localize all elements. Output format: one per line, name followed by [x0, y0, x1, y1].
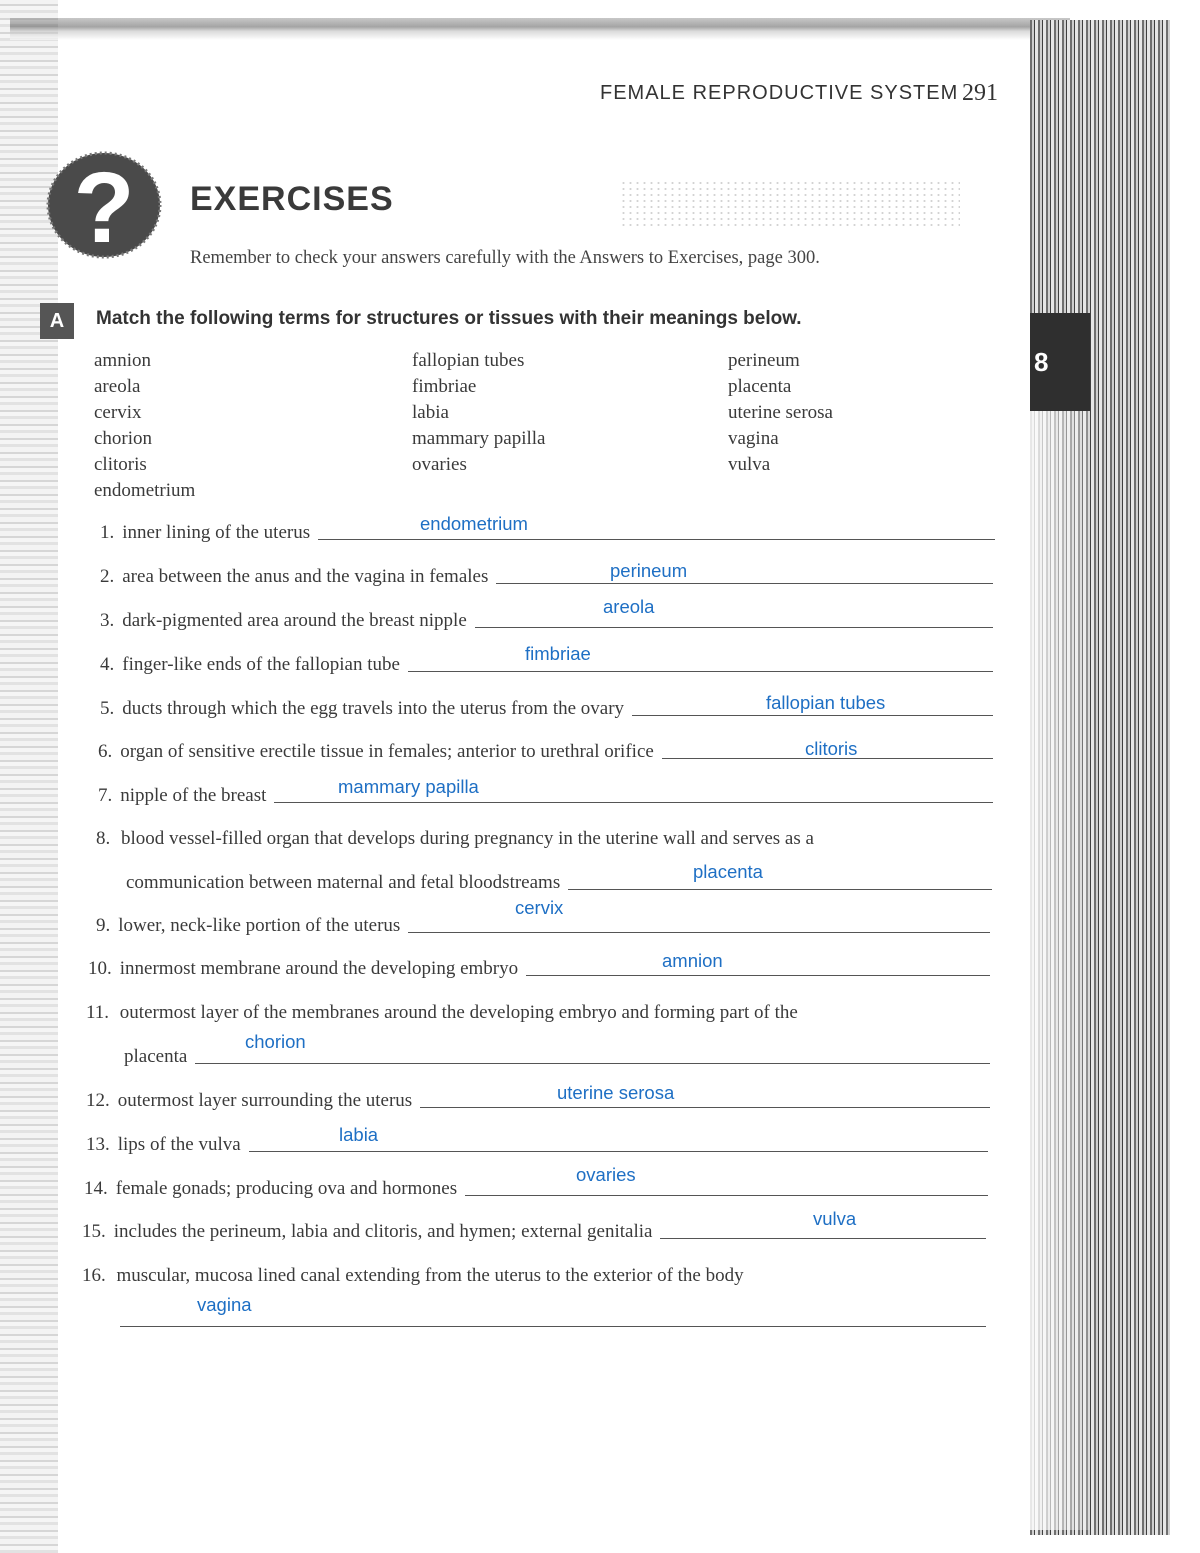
- section-badge: A: [40, 303, 74, 339]
- term: fimbriae: [412, 376, 477, 397]
- answer-line[interactable]: [195, 1062, 990, 1064]
- answer-text: amnion: [662, 950, 723, 971]
- answer-text: clitoris: [805, 738, 858, 759]
- answer-text: areola: [603, 596, 655, 617]
- question-text: muscular, mucosa lined canal extending from the uterus to the exterior of the body: [116, 1265, 744, 1286]
- question-number: 15.: [82, 1221, 106, 1242]
- scan-shadow-top: [10, 18, 1070, 40]
- question-number: 2.: [100, 566, 115, 587]
- question-14: [84, 1178, 988, 1200]
- section-instructions: Match the following terms for structures or tissues with their meanings below.: [96, 308, 802, 329]
- term: uterine serosa: [728, 402, 833, 423]
- question-text: dark-pigmented area around the breast nipple: [122, 610, 467, 631]
- term: vagina: [728, 428, 779, 449]
- answer-text: chorion: [245, 1031, 306, 1052]
- question-number: 12.: [86, 1090, 110, 1111]
- question-number: 1.: [100, 522, 115, 543]
- term-column-3: [728, 348, 833, 478]
- chapter-tab: 8: [1030, 313, 1090, 411]
- answer-text: mammary papilla: [338, 776, 479, 797]
- question-text: ducts through which the egg travels into the uterus from the ovary: [122, 698, 625, 719]
- question-text: innermost membrane around the developing embryo: [119, 958, 519, 979]
- question-text: area between the anus and the vagina in females: [122, 566, 489, 587]
- question-6: [98, 741, 993, 763]
- term-column-1: [94, 348, 195, 504]
- answer-line[interactable]: [318, 538, 995, 540]
- question-text: finger-like ends of the fallopian tube: [122, 654, 400, 675]
- question-text: female gonads; producing ova and hormones: [115, 1178, 458, 1199]
- answer-text: vagina: [197, 1294, 252, 1315]
- answer-text: ovaries: [576, 1164, 636, 1185]
- question-8: [96, 828, 814, 850]
- question-number: 6.: [98, 741, 113, 762]
- question-text: blood vessel-filled organ that develops during pregnancy in the uterine wall and serves as a: [121, 828, 814, 849]
- question-text: includes the perineum, labia and clitoris, and hymen; external genitalia: [113, 1221, 653, 1242]
- term: chorion: [94, 428, 153, 449]
- question-text: outermost layer of the membranes around the developing embryo and forming part of the: [119, 1002, 798, 1023]
- term: labia: [412, 402, 449, 423]
- question-8-continued: [126, 872, 992, 894]
- question-text-continued: communication between maternal and fetal bloodstreams: [126, 872, 561, 893]
- answer-line[interactable]: [568, 888, 992, 890]
- term-column-2: [412, 348, 545, 478]
- svg-text:?: ?: [73, 152, 135, 260]
- answer-line[interactable]: [408, 670, 993, 672]
- question-13: [86, 1134, 988, 1156]
- answer-line[interactable]: [475, 626, 993, 628]
- answer-text: fimbriae: [525, 643, 591, 664]
- question-number: 9.: [96, 915, 111, 936]
- question-text: inner lining of the uterus: [122, 522, 311, 543]
- term: placenta: [728, 376, 792, 397]
- answer-line[interactable]: [660, 1237, 986, 1239]
- question-number: 8.: [96, 828, 111, 849]
- answer-text: cervix: [515, 897, 564, 918]
- question-text: lower, neck-like portion of the uterus: [118, 915, 401, 936]
- question-mark-icon: [42, 150, 162, 260]
- answer-line[interactable]: [420, 1106, 990, 1108]
- term: areola: [94, 376, 141, 397]
- answer-line[interactable]: [408, 931, 990, 933]
- scan-speckle: [620, 180, 960, 230]
- answer-text: vulva: [813, 1208, 857, 1229]
- answer-text: labia: [339, 1124, 379, 1145]
- term: cervix: [94, 402, 142, 423]
- term: ovaries: [412, 454, 467, 475]
- term: fallopian tubes: [412, 350, 525, 371]
- question-text: nipple of the breast: [120, 785, 267, 806]
- question-number: 13.: [86, 1134, 110, 1155]
- term: endometrium: [94, 480, 196, 501]
- question-3: [100, 610, 993, 632]
- page-number: 291: [962, 80, 998, 106]
- question-number: 5.: [100, 698, 115, 719]
- answer-line[interactable]: [249, 1150, 988, 1152]
- answer-line[interactable]: [465, 1194, 988, 1196]
- running-header: FEMALE REPRODUCTIVE SYSTEM: [600, 82, 959, 104]
- question-1: [100, 522, 995, 544]
- question-text-continued: placenta: [124, 1046, 188, 1067]
- question-2: [100, 566, 993, 588]
- question-12: [86, 1090, 990, 1112]
- answer-line[interactable]: [632, 714, 993, 716]
- question-number: 14.: [84, 1178, 108, 1199]
- question-7: [98, 785, 993, 807]
- question-11: [86, 1002, 798, 1024]
- answer-text: uterine serosa: [557, 1082, 675, 1103]
- term: amnion: [94, 350, 151, 371]
- term: perineum: [728, 350, 800, 371]
- answer-text: fallopian tubes: [766, 692, 886, 713]
- answer-line[interactable]: [496, 582, 993, 584]
- question-number: 11.: [86, 1002, 110, 1023]
- question-text: organ of sensitive erectile tissue in females; anterior to urethral orifice: [120, 741, 654, 762]
- question-number: 16.: [82, 1265, 106, 1286]
- answer-line[interactable]: [120, 1325, 986, 1327]
- answer-text: perineum: [610, 560, 688, 581]
- question-number: 7.: [98, 785, 113, 806]
- question-16: [82, 1265, 744, 1287]
- exercises-heading: EXERCISES: [190, 180, 394, 218]
- question-number: 10.: [88, 958, 112, 979]
- question-text: outermost layer surrounding the uterus: [117, 1090, 413, 1111]
- term: mammary papilla: [412, 428, 546, 449]
- answer-text: endometrium: [420, 513, 528, 534]
- question-text: lips of the vulva: [117, 1134, 241, 1155]
- answer-line[interactable]: [274, 801, 993, 803]
- term: vulva: [728, 454, 771, 475]
- term: clitoris: [94, 454, 147, 475]
- question-number: 4.: [100, 654, 115, 675]
- reminder-text: Remember to check your answers carefully with the Answers to Exercises, page 300.: [190, 248, 820, 268]
- book-page-edges-fade: [1030, 380, 1090, 1530]
- question-10: [88, 958, 990, 980]
- right-margin: [1170, 0, 1200, 1553]
- answer-line[interactable]: [526, 974, 990, 976]
- answer-text: placenta: [693, 861, 763, 882]
- question-number: 3.: [100, 610, 115, 631]
